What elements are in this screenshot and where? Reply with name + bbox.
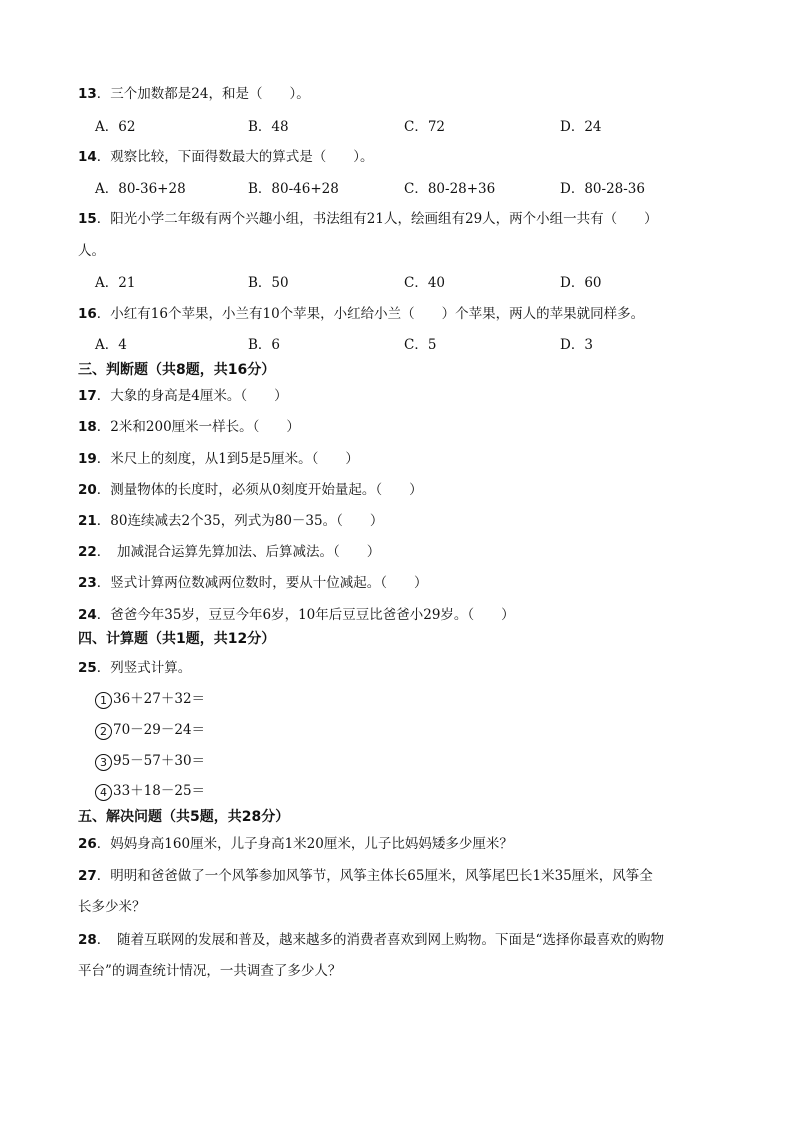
- question-text: ．三个加数都是24，和是（ ）。: [96, 86, 310, 102]
- question-number: 14: [78, 149, 97, 165]
- question-number: 16: [78, 306, 97, 322]
- question-number: 25: [78, 660, 97, 676]
- option-b: B．6: [248, 337, 281, 353]
- option-b: B．80-46+28: [248, 181, 339, 197]
- question-number: 23: [78, 575, 97, 591]
- question-27-continued: 长多少米？: [78, 899, 146, 915]
- question-21: [78, 509, 383, 529]
- question-text: ． 随着互联网的发展和普及，越来越多的消费者喜欢到网上购物。下面是“选择你最喜欢的购物: [96, 932, 664, 948]
- calc-expression: 36＋27＋32＝: [113, 691, 206, 707]
- question-text: ．测量物体的长度时，必须从0刻度开始量起。（ ）: [96, 482, 423, 498]
- question-text: ．列竖式计算。: [96, 660, 192, 676]
- option-a: A．62: [95, 119, 136, 135]
- question-number: 24: [78, 607, 97, 623]
- question-25: [78, 656, 191, 676]
- option-c: C．5: [404, 337, 437, 353]
- circled-number: 3: [95, 754, 112, 771]
- calc-item-2: [95, 718, 205, 740]
- section-heading-judgement: 三、判断题（共8题，共16分）: [78, 362, 276, 378]
- question-text: ．2米和200厘米一样长。（ ）: [96, 419, 300, 435]
- question-text: ．大象的身高是4厘米。（ ）: [96, 388, 288, 404]
- calc-expression: 95－57＋30＝: [113, 753, 206, 769]
- question-26: [78, 832, 513, 852]
- question-18: [78, 415, 300, 435]
- question-13: [78, 82, 310, 102]
- option-d: D．80-28-36: [560, 181, 645, 197]
- question-text: ．妈妈身高160厘米，儿子身高1米20厘米，儿子比妈妈矮多少厘米？: [96, 836, 513, 852]
- question-number: 13: [78, 86, 97, 102]
- question-number: 17: [78, 388, 97, 404]
- question-text: ．80连续减去2个35，列式为80－35。（ ）: [96, 513, 384, 529]
- circled-number: 2: [95, 723, 112, 740]
- question-14: [78, 145, 374, 165]
- question-number: 28: [78, 932, 97, 948]
- section-heading-word-problems: 五、解决问题（共5题，共28分）: [78, 809, 290, 825]
- question-number: 19: [78, 451, 97, 467]
- question-15-continued: 人。: [78, 243, 105, 259]
- option-d: D．3: [560, 337, 593, 353]
- option-c: C．72: [404, 119, 446, 135]
- question-text: ．阳光小学二年级有两个兴趣小组，书法组有21人，绘画组有29人，两个小组一共有（ ）: [96, 211, 658, 227]
- question-number: 18: [78, 419, 97, 435]
- question-number: 26: [78, 836, 97, 852]
- option-c: C．40: [404, 275, 446, 291]
- question-number: 22: [78, 544, 97, 560]
- question-number: 15: [78, 211, 97, 227]
- question-number: 20: [78, 482, 97, 498]
- question-number: 27: [78, 868, 97, 884]
- question-text: ．观察比较，下面得数最大的算式是（ ）。: [96, 149, 374, 165]
- question-text: ．小红有16个苹果，小兰有10个苹果，小红给小兰（ ）个苹果，两人的苹果就同样多。: [96, 306, 645, 322]
- question-text: ．爸爸今年35岁，豆豆今年6岁，10年后豆豆比爸爸小29岁。（ ）: [96, 607, 515, 623]
- calc-item-1: [95, 687, 205, 709]
- section-heading-calculation: 四、计算题（共1题，共12分）: [78, 631, 276, 647]
- question-text: ．米尺上的刻度，从1到5是5厘米。（ ）: [96, 451, 359, 467]
- option-a: A．21: [95, 275, 136, 291]
- question-27: [78, 864, 653, 884]
- question-19: [78, 447, 359, 467]
- question-number: 21: [78, 513, 97, 529]
- question-text: ．明明和爸爸做了一个风筝参加风筝节，风筝主体长65厘米，风筝尾巴长1米35厘米，风筝全: [96, 868, 653, 884]
- option-d: D．60: [560, 275, 602, 291]
- calc-expression: 70－29－24＝: [113, 722, 206, 738]
- option-c: C．80-28+36: [404, 181, 496, 197]
- question-22: [78, 540, 380, 560]
- question-20: [78, 478, 423, 498]
- question-17: [78, 384, 288, 404]
- option-a: A．4: [95, 337, 127, 353]
- question-24: [78, 603, 515, 623]
- question-28: [78, 928, 664, 948]
- option-b: B．48: [248, 119, 289, 135]
- option-a: A．80-36+28: [95, 181, 186, 197]
- question-16: [78, 302, 644, 322]
- question-text: ． 加减混合运算先算加法、后算减法。（ ）: [96, 544, 381, 560]
- circled-number: 4: [95, 784, 112, 801]
- question-23: [78, 571, 428, 591]
- calc-item-4: [95, 779, 205, 801]
- calc-item-3: [95, 749, 205, 771]
- question-28-continued: 平台”的调查统计情况，一共调查了多少人？: [78, 963, 342, 979]
- question-15: [78, 207, 658, 227]
- option-b: B．50: [248, 275, 289, 291]
- question-text: ．竖式计算两位数减两位数时，要从十位减起。（ ）: [96, 575, 428, 591]
- circled-number: 1: [95, 692, 112, 709]
- calc-expression: 33＋18－25＝: [113, 783, 206, 799]
- option-d: D．24: [560, 119, 602, 135]
